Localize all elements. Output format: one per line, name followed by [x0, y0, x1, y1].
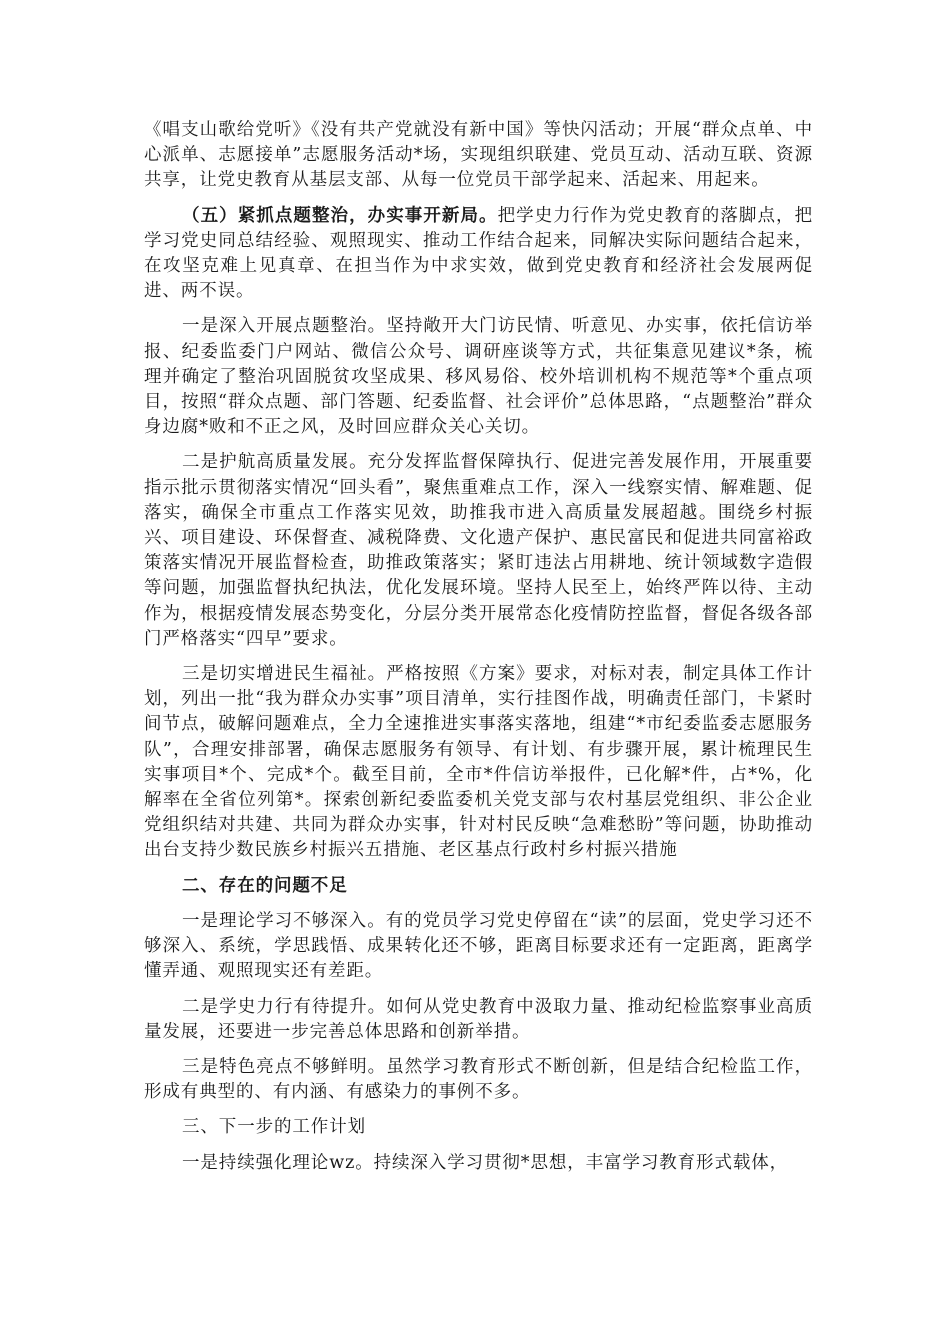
- paragraph-livelihood: 三是切实增进民生福祉。严格按照《方案》要求，对标对表，制定具体工作计划，列出一批“我为群众办实事”项目清单，实行挂图作战，明确责任部门，卡紧时间节点，破解问题难点，全力全速推进实事落实落地，组建“*市纪委监委志愿服务队”，合理安排部署，确保志愿服务有领导、有计划、有步骤开展，累计梳理民生实事项目*个、完成*个。截至目前，全市*件信访举报件，已化解*件，占*%，化解率在全省位列第*。探索创新纪委监委机关党支部与农村基层党组织、非公企业党组织结对共建、共同为群众办实事，针对村民反映“急难愁盼”等问题，协助推动出台支持少数民族乡村振兴五措施、老区基点行政村乡村振兴措施: [144, 664, 813, 861]
- paragraph-section-five: [144, 204, 813, 305]
- paragraph-highlights: 三是特色亮点不够鲜明。虽然学习教育形式不断创新，但是结合纪检监工作，形成有典型的、有内涵、有感染力的事例不多。: [144, 1056, 813, 1103]
- paragraph-point-rectification: 一是深入开展点题整治。坚持敞开大门访民情、听意见、办实事，依托信访举报、纪委监委门户网站、微信公众号、调研座谈等方式，共征集意见建议*条，梳理并确定了整治巩固脱贫攻坚成果、移风易俗、校外培训机构不规范等*个重点项目，按照“群众点题、部门答题、纪委监督、社会评价”总体思路，“点题整治”群众身边腐*败和不正之风，及时回应群众关心关切。: [144, 316, 813, 438]
- section-five-body: 把学史力行作为党史教育的落脚点，把学习党史同总结经验、观照现实、推动工作结合起来，同解决实际问题结合起来，在攻坚克难上见真章、在担当作为中求实效，做到党史教育和经济社会发展两促进、两不误。: [144, 205, 813, 302]
- paragraph-activities: 《唱支山歌给党听》《没有共产党就没有新中国》等快闪活动；开展“群众点单、中心派单、志愿接单”志愿服务活动*场，实现组织联建、党员互动、活动互联、资源共享，让党史教育从基层支部、从每一位党员干部学起来、活起来、用起来。: [144, 120, 813, 191]
- paragraph-high-quality-development: 二是护航高质量发展。充分发挥监督保障执行、促进完善发展作用，开展重要指示批示贯彻落实情况“回头看”，聚焦重难点工作，深入一线察实情、解难题、促落实，确保全市重点工作落实见效，助推我市进入高质量发展超越。围绕乡村振兴、项目建设、环保督查、减税降费、文化遗产保护、惠民富民和促进共同富裕政策落实情况开展监督检查，助推政策落实；紧盯违法占用耕地、统计领域数字造假等问题，加强监督执纪执法，优化发展环境。坚持人民至上，始终严阵以待、主动作为，根据疫情发展态势变化，分层分类开展常态化疫情防控监督，督促各级各部门严格落实“四早”要求。: [144, 452, 813, 649]
- paragraph-theory-study: 一是理论学习不够深入。有的党员学习党史停留在“读”的层面，党史学习还不够深入、系统，学思践悟、成果转化还不够，距离目标要求还有一定距离，距离学懂弄通、观照现实还有差距。: [144, 910, 813, 982]
- heading-problems: 二、存在的问题不足: [182, 875, 348, 896]
- heading-next-plan: 三、下一步的工作计划: [182, 1117, 366, 1138]
- document-page: [144, 118, 813, 1186]
- paragraph-strengthen-theory: 一是持续强化理论wz。持续深入学习贯彻*思想，丰富学习教育形式载体，: [182, 1152, 789, 1173]
- paragraph-practice: 二是学史力行有待提升。如何从党史教育中汲取力量、推动纪检监察事业高质量发展，还要进一步完善总体思路和创新举措。: [144, 996, 813, 1042]
- section-five-heading: （五）紧抓点题整治，办实事开新局。: [182, 205, 498, 226]
